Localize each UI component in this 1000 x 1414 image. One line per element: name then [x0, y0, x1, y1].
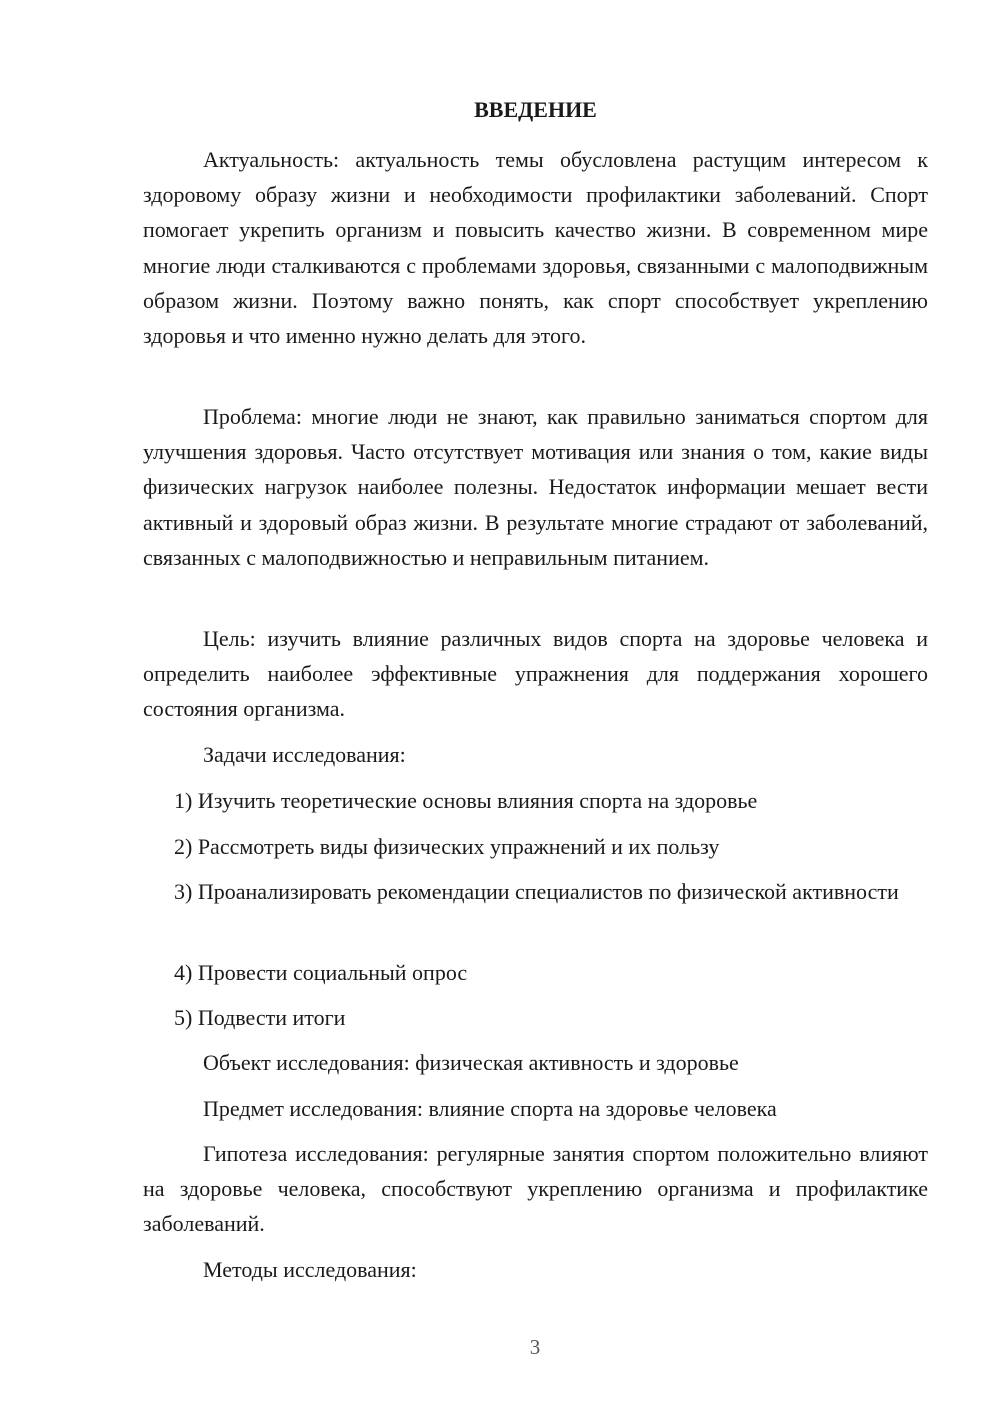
task-item-4: 4) Провести социальный опрос — [174, 960, 468, 985]
relevance-paragraph: Актуальность: актуальность темы обусловлена растущим интересом к здоровому образу жизни и необходимости профилактики заболеваний. Спорт помогает укрепить организм и повысить качество жизни. В современном мире многие люди сталкиваются с проблемами здоровья, связанными с малоподвижным образом жизни. Поэтому важно понять, как спорт способствует укреплению здоровья и что именно нужно делать для этого. — [143, 147, 928, 349]
subject-paragraph: Предмет исследования: влияние спорта на здоровье человека — [203, 1096, 777, 1121]
task-item-3: 3) Проанализировать рекомендации специалистов по физической активности — [174, 879, 899, 904]
task-item-1: 1) Изучить теоретические основы влияния спорта на здоровье — [174, 788, 758, 813]
problem-paragraph: Проблема: многие люди не знают, как правильно заниматься спортом для улучшения здоровья. Часто отсутствует мотивация или знания о том, какие виды физических нагрузок наиболее полезны. Недостаток информации мешает вести активный и здоровый образ жизни. В результате многие страдают от заболеваний, связанных с малоподвижностью и неправильным питанием. — [143, 404, 928, 570]
hypothesis-paragraph: Гипотеза исследования: регулярные занятия спортом положительно влияют на здоровье человека, способствуют укреплению организма и профилактике заболеваний. — [143, 1141, 928, 1237]
page-number: 3 — [529, 1335, 541, 1359]
section-heading: ВВЕДЕНИЕ — [474, 97, 597, 122]
task-item-2: 2) Рассмотреть виды физических упражнений и их пользу — [174, 834, 720, 859]
tasks-title: Задачи исследования: — [203, 742, 406, 767]
goal-paragraph: Цель: изучить влияние различных видов спорта на здоровье человека и определить наиболее эффективные упражнения для поддержания хорошего состояния организма. — [143, 626, 928, 722]
task-item-5: 5) Подвести итоги — [174, 1005, 346, 1030]
methods-title: Методы исследования: — [203, 1257, 417, 1282]
object-paragraph: Объект исследования: физическая активность и здоровье — [203, 1050, 739, 1075]
